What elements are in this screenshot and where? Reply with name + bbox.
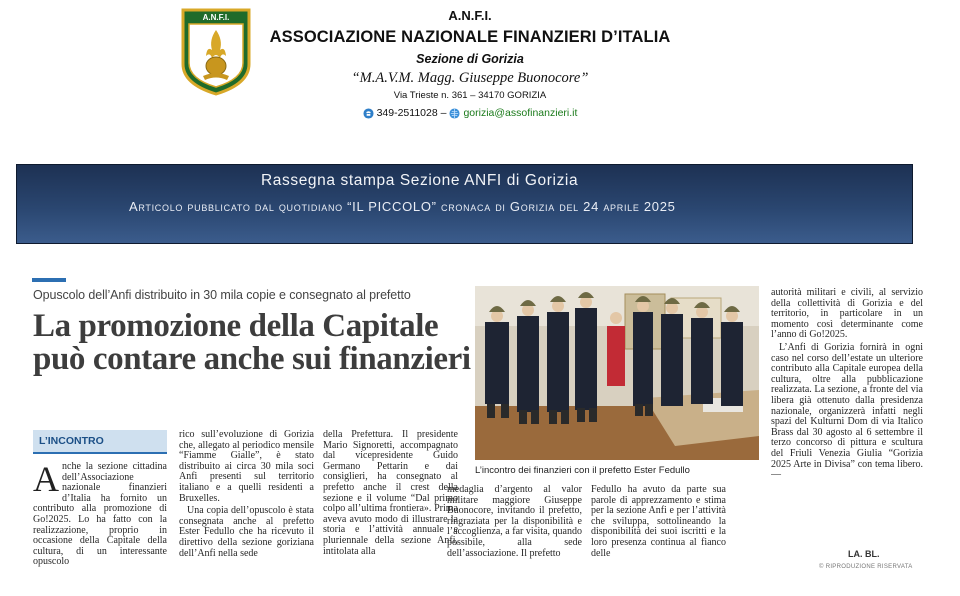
banner-title: Rassegna stampa Sezione ANFI di Gorizia — [261, 172, 579, 189]
column-4-text: medaglia d’argento al valor militare maggiore Giuseppe Buonocore, invitando il prefetto, ringraziata per la disponibilità e l’accoglienza, a far visita, quando possibile, alla sede dell’associazione. Il prefetto — [447, 485, 582, 559]
article-column-2 — [179, 430, 314, 572]
headline-line-2: può contare anche sui finanzieri — [33, 341, 471, 377]
column-3-text: della Prefettura. Il presidente Mario Signoretti, accompagnato dal vicepresidente Guido Germano Pettarin e dai consiglieri, ha consegnato al prefetto anche il crest della sezione e il volume “Dal primo colpo all’ultima frontiera». Prima aveva avuto modo di illustrare la storia e l’attività annuale e pluriennale della sezione Anfi, intitolata alla — [323, 430, 458, 557]
rights-notice: © RIPRODUZIONE RISERVATA — [819, 564, 913, 570]
column-6-paragraph-1: autorità militari e civili, al servizio della collettività di Gorizia e del territorio, in particolare in un momento così determinante come l’anno di Go!2025. — [771, 288, 923, 341]
photo-caption: L’incontro dei finanzieri con il prefetto Ester Fedullo — [475, 465, 690, 476]
accent-rule — [32, 278, 66, 282]
section-name: Sezione di Gorizia — [416, 52, 524, 66]
article-column-4 — [447, 485, 582, 572]
drop-cap: A — [33, 462, 59, 499]
column-2-paragraph-2: Una copia dell’opuscolo è stata consegnata anche al prefetto Ester Fedullo che ha ricevuto il direttivo della sezione goriziana dell’Anfi nella sede — [179, 505, 314, 559]
press-review-banner — [16, 164, 913, 244]
email-link[interactable]: gorizia@assofinanzieri.it — [463, 107, 578, 119]
column-1-text: nche la sezione cittadina dell’Associazione nazionale finanzieri d’Italia ha fornito un contributo alla promozione di Go!2025. Lo ha fatto con la realizzazione, proprio in occasione della Capitale della cultura, di un interessante opuscolo — [33, 462, 167, 568]
article-photo — [475, 286, 759, 460]
article-headline — [33, 310, 471, 376]
address: Via Trieste n. 361 – 34170 GORIZIA — [393, 90, 547, 101]
association-name: ASSOCIAZIONE NAZIONALE FINANZIERI D’ITALIA — [269, 28, 671, 46]
association-acronym: A.N.F.I. — [448, 8, 492, 23]
headline-line-1: La promozione della Capitale — [33, 308, 439, 344]
article-column-5 — [591, 485, 726, 572]
banner-subtitle: Articolo pubblicato dal quotidiano “IL PICCOLO” cronaca di Gorizia del 24 aprile 2025 — [129, 199, 676, 214]
section-label-rule — [33, 452, 167, 454]
article-column-6 — [771, 288, 923, 550]
byline: LA. BL. — [848, 549, 880, 559]
column-2-paragraph-1: rico sull’evoluzione di Gorizia che, allegato al periodico mensile “Fiamme Gialle”, è stato distribuito ai circa 30 mila soci Anfi presenti sul territorio italiano e a quelli residenti a Bruxelles. — [179, 430, 314, 504]
article-kicker: Opuscolo dell’Anfi distribuito in 30 mila copie e consegnato al prefetto — [33, 288, 411, 302]
logo-lettering: A.N.F.I. — [202, 13, 230, 22]
section-dedication: “M.A.V.M. Magg. Giuseppe Buonocore” — [351, 70, 589, 86]
contacts — [250, 107, 690, 119]
section-label: L’INCONTRO — [33, 430, 167, 452]
column-6-paragraph-2: L’Anfi di Gorizia fornirà in ogni caso nel corso dell’estate un ulteriore contributo alla Capitale europea della cultura, oltre alla pubblicazione realizzata. La sezione, a fronte del via libera già ottenuto dalla presidenza nazionale, organizzerà infatti negli spazi del Kulturni Dom di via Italico Brass dal 30 agosto al 6 settembre il terzo concorso di pittura e scultura del Friuli Venezia Giulia “Gorizia 2025 Arte in Divisa” con tema libero. — — [771, 341, 923, 481]
article-column-3 — [323, 430, 458, 572]
column-5-text: Fedullo ha avuto da parte sua parole di apprezzamento e stima per la sezione Anfi e per l’attività che sviluppa, sottolineando la disponibilità dei suoi iscritti e la loro presenza continua al fianco delle — [591, 485, 726, 559]
phone-icon — [363, 108, 374, 119]
phone-number: 349-2511028 – — [376, 107, 447, 119]
newspaper-clipping — [26, 272, 926, 577]
email-globe-icon — [449, 108, 460, 119]
article-column-1 — [33, 462, 167, 572]
anfi-logo — [179, 6, 253, 96]
